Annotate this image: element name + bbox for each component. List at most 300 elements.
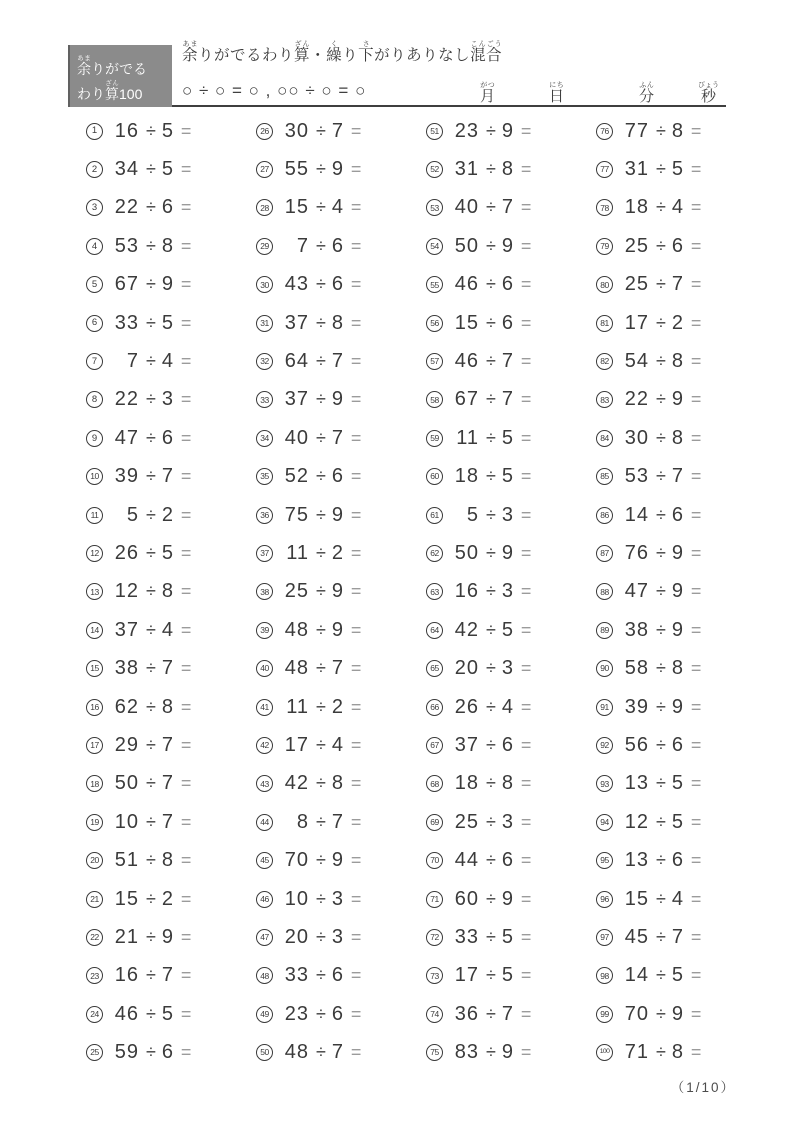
date-time-fields — [68, 45, 726, 105]
dividend-value: 50 — [454, 234, 479, 257]
divisor-value: 9 — [501, 234, 513, 257]
divisor-value: 6 — [501, 849, 513, 872]
problem-number-badge: 99 — [596, 1006, 613, 1023]
problem-item — [596, 649, 766, 687]
equals-sign: = — [350, 811, 362, 832]
dividend-value: 10 — [114, 810, 139, 833]
division-sign: ÷ — [146, 427, 156, 448]
divisor-value: 6 — [161, 1041, 173, 1064]
divisor-value: 7 — [331, 426, 343, 449]
problem-item — [596, 573, 766, 611]
dividend-value: 15 — [454, 311, 479, 334]
equals-sign: = — [350, 926, 362, 947]
equals-sign: = — [350, 581, 362, 602]
dividend-value: 16 — [454, 580, 479, 603]
problem-number-badge: 55 — [426, 276, 443, 293]
problem-number-badge: 39 — [256, 622, 273, 639]
problem-number-badge: 81 — [596, 315, 613, 332]
equals-sign: = — [350, 658, 362, 679]
divisor-value: 9 — [671, 695, 683, 718]
division-sign: ÷ — [486, 696, 496, 717]
divisor-value: 4 — [331, 196, 343, 219]
problem-number-badge: 40 — [256, 660, 273, 677]
divisor-value: 5 — [161, 158, 173, 181]
divisor-value: 5 — [501, 618, 513, 641]
problem-number-badge: 48 — [256, 967, 273, 984]
division-sign: ÷ — [316, 427, 326, 448]
division-sign: ÷ — [146, 312, 156, 333]
dividend-value: 18 — [454, 772, 479, 795]
problem-number-badge: 98 — [596, 967, 613, 984]
division-sign: ÷ — [316, 389, 326, 410]
equals-sign: = — [350, 351, 362, 372]
problem-number-badge: 50 — [256, 1044, 273, 1061]
division-sign: ÷ — [316, 504, 326, 525]
problem-item — [86, 803, 256, 841]
equals-sign: = — [520, 427, 532, 448]
equals-sign: = — [690, 965, 702, 986]
problem-item — [596, 496, 766, 534]
problem-item — [256, 266, 426, 304]
problem-item — [596, 381, 766, 419]
equals-sign: = — [520, 504, 532, 525]
dividend-value: 50 — [114, 772, 139, 795]
dividend-value: 47 — [114, 426, 139, 449]
problem-number-badge: 17 — [86, 737, 103, 754]
divisor-value: 9 — [331, 158, 343, 181]
equals-sign: = — [350, 159, 362, 180]
equals-sign: = — [690, 351, 702, 372]
equals-sign: = — [180, 1042, 192, 1063]
date-field-分: 分ふん — [639, 82, 655, 105]
equals-sign: = — [520, 811, 532, 832]
problem-number-badge: 95 — [596, 852, 613, 869]
divisor-value: 9 — [161, 273, 173, 296]
problem-item — [86, 765, 256, 803]
division-sign: ÷ — [486, 351, 496, 372]
equals-sign: = — [520, 312, 532, 333]
dividend-value: 18 — [454, 465, 479, 488]
dividend-value: 31 — [624, 158, 649, 181]
equals-sign: = — [350, 389, 362, 410]
division-sign: ÷ — [656, 619, 666, 640]
divisor-value: 7 — [161, 964, 173, 987]
problem-item — [256, 918, 426, 956]
problem-number-badge: 32 — [256, 353, 273, 370]
equals-sign: = — [690, 1042, 702, 1063]
division-sign: ÷ — [146, 658, 156, 679]
problem-number-badge: 71 — [426, 891, 443, 908]
equals-sign: = — [690, 466, 702, 487]
division-sign: ÷ — [316, 1042, 326, 1063]
problem-number-badge: 3 — [86, 199, 103, 216]
problem-item — [86, 342, 256, 380]
problem-item — [256, 496, 426, 534]
problem-number-badge: 13 — [86, 583, 103, 600]
problem-item — [596, 150, 766, 188]
division-sign: ÷ — [146, 120, 156, 141]
equals-sign: = — [180, 696, 192, 717]
problem-number-badge: 29 — [256, 238, 273, 255]
divisor-value: 3 — [501, 657, 513, 680]
problem-number-badge: 96 — [596, 891, 613, 908]
problem-item — [596, 227, 766, 265]
dividend-value: 14 — [624, 503, 649, 526]
division-sign: ÷ — [486, 658, 496, 679]
equals-sign: = — [180, 235, 192, 256]
equals-sign: = — [520, 850, 532, 871]
problem-item — [426, 150, 596, 188]
problem-number-badge: 44 — [256, 814, 273, 831]
problem-item — [256, 995, 426, 1033]
dividend-value: 12 — [624, 810, 649, 833]
problem-item — [86, 266, 256, 304]
divisor-value: 7 — [161, 772, 173, 795]
division-sign: ÷ — [656, 235, 666, 256]
divisor-value: 5 — [671, 772, 683, 795]
problem-number-badge: 74 — [426, 1006, 443, 1023]
divisor-value: 7 — [161, 810, 173, 833]
problem-item — [426, 573, 596, 611]
division-sign: ÷ — [486, 811, 496, 832]
divisor-value: 8 — [161, 695, 173, 718]
division-sign: ÷ — [146, 773, 156, 794]
equals-sign: = — [520, 159, 532, 180]
problem-item — [86, 1033, 256, 1071]
dividend-value: 40 — [284, 426, 309, 449]
problem-number-badge: 38 — [256, 583, 273, 600]
problem-item — [86, 304, 256, 342]
equals-sign: = — [520, 658, 532, 679]
problem-number-badge: 30 — [256, 276, 273, 293]
problem-item — [86, 841, 256, 879]
equals-sign: = — [350, 312, 362, 333]
division-sign: ÷ — [146, 235, 156, 256]
dividend-value: 11 — [286, 541, 309, 564]
problem-item — [86, 381, 256, 419]
problem-number-badge: 2 — [86, 161, 103, 178]
problem-number-badge: 60 — [426, 468, 443, 485]
dividend-value: 83 — [454, 1041, 479, 1064]
dividend-value: 11 — [286, 695, 309, 718]
problem-item — [426, 995, 596, 1033]
divisor-value: 9 — [671, 1002, 683, 1025]
dividend-value: 11 — [456, 426, 479, 449]
problem-item — [256, 304, 426, 342]
division-sign: ÷ — [316, 120, 326, 141]
equals-sign: = — [520, 389, 532, 410]
problem-number-badge: 70 — [426, 852, 443, 869]
division-sign: ÷ — [146, 504, 156, 525]
date-field-秒: 秒びょう — [698, 82, 719, 105]
dividend-value: 70 — [624, 1002, 649, 1025]
problem-item — [256, 381, 426, 419]
division-sign: ÷ — [316, 581, 326, 602]
dividend-value: 16 — [114, 964, 139, 987]
divisor-value: 6 — [501, 733, 513, 756]
worksheet-header — [68, 41, 726, 107]
problem-item — [86, 112, 256, 150]
equals-sign: = — [690, 159, 702, 180]
equals-sign: = — [180, 773, 192, 794]
problem-number-badge: 79 — [596, 238, 613, 255]
problem-item — [426, 381, 596, 419]
divisor-value: 7 — [501, 1002, 513, 1025]
divisor-value: 7 — [501, 196, 513, 219]
division-sign: ÷ — [486, 159, 496, 180]
division-sign: ÷ — [316, 542, 326, 563]
dividend-value: 13 — [624, 849, 649, 872]
problem-number-badge: 72 — [426, 929, 443, 946]
division-sign: ÷ — [146, 811, 156, 832]
divisor-value: 7 — [161, 733, 173, 756]
dividend-value: 42 — [284, 772, 309, 795]
division-sign: ÷ — [316, 351, 326, 372]
dividend-value: 55 — [284, 158, 309, 181]
dividend-value: 29 — [114, 733, 139, 756]
equals-sign: = — [180, 197, 192, 218]
equation-pattern: ○ ÷ ○ = ○ , ○○ ÷ ○ = ○ — [182, 81, 367, 100]
division-sign: ÷ — [656, 773, 666, 794]
dividend-value: 46 — [454, 350, 479, 373]
problem-item — [256, 957, 426, 995]
division-sign: ÷ — [656, 696, 666, 717]
problem-number-badge: 65 — [426, 660, 443, 677]
equals-sign: = — [520, 965, 532, 986]
dividend-value: 54 — [624, 350, 649, 373]
divisor-value: 6 — [331, 273, 343, 296]
problem-item — [256, 534, 426, 572]
problem-item — [256, 1033, 426, 1071]
problem-item — [86, 611, 256, 649]
divisor-value: 8 — [671, 1041, 683, 1064]
dividend-value: 31 — [454, 158, 479, 181]
dividend-value: 20 — [284, 925, 309, 948]
equals-sign: = — [350, 120, 362, 141]
problem-number-badge: 73 — [426, 967, 443, 984]
dividend-value: 33 — [454, 925, 479, 948]
problem-number-badge: 91 — [596, 699, 613, 716]
divisor-value: 2 — [671, 311, 683, 334]
dividend-value: 15 — [624, 887, 649, 910]
equals-sign: = — [690, 888, 702, 909]
problem-item — [256, 880, 426, 918]
equals-sign: = — [520, 926, 532, 947]
problem-number-badge: 61 — [426, 507, 443, 524]
problem-number-badge: 46 — [256, 891, 273, 908]
divisor-value: 9 — [671, 541, 683, 564]
problem-item — [256, 150, 426, 188]
problem-number-badge: 20 — [86, 852, 103, 869]
date-field-日: 日にち — [549, 82, 565, 105]
problem-number-badge: 47 — [256, 929, 273, 946]
divisor-value: 7 — [331, 657, 343, 680]
divisor-value: 5 — [161, 1002, 173, 1025]
problem-number-badge: 23 — [86, 967, 103, 984]
dividend-value: 40 — [454, 196, 479, 219]
divisor-value: 8 — [331, 311, 343, 334]
divisor-value: 3 — [331, 925, 343, 948]
equals-sign: = — [520, 274, 532, 295]
dividend-value: 53 — [114, 234, 139, 257]
dividend-value: 48 — [284, 1041, 309, 1064]
problem-number-badge: 11 — [86, 507, 103, 524]
equals-sign: = — [690, 811, 702, 832]
dividend-value: 30 — [624, 426, 649, 449]
dividend-value: 42 — [454, 618, 479, 641]
equals-sign: = — [180, 466, 192, 487]
divisor-value: 6 — [671, 849, 683, 872]
problem-item — [256, 227, 426, 265]
dividend-value: 71 — [624, 1041, 649, 1064]
problem-number-badge: 58 — [426, 391, 443, 408]
divisor-value: 2 — [331, 541, 343, 564]
problem-item — [86, 496, 256, 534]
division-sign: ÷ — [656, 581, 666, 602]
divisor-value: 9 — [331, 618, 343, 641]
divisor-value: 6 — [501, 311, 513, 334]
problem-number-badge: 10 — [86, 468, 103, 485]
equals-sign: = — [180, 120, 192, 141]
equals-sign: = — [350, 504, 362, 525]
equals-sign: = — [350, 274, 362, 295]
problem-item — [256, 765, 426, 803]
dividend-value: 25 — [624, 234, 649, 257]
division-sign: ÷ — [656, 159, 666, 180]
problem-number-badge: 24 — [86, 1006, 103, 1023]
dividend-value: 64 — [284, 350, 309, 373]
equals-sign: = — [180, 159, 192, 180]
divisor-value: 9 — [331, 503, 343, 526]
dividend-value: 7 — [126, 350, 139, 373]
problem-item — [426, 765, 596, 803]
divisor-value: 5 — [501, 426, 513, 449]
problem-number-badge: 18 — [86, 775, 103, 792]
equals-sign: = — [180, 734, 192, 755]
divisor-value: 4 — [671, 196, 683, 219]
title-box-line2: わり算ざん100 — [77, 80, 143, 102]
equals-sign: = — [690, 926, 702, 947]
problem-item — [426, 458, 596, 496]
problem-item — [256, 841, 426, 879]
dividend-value: 25 — [284, 580, 309, 603]
equals-sign: = — [180, 312, 192, 333]
equals-sign: = — [180, 427, 192, 448]
problem-number-badge: 19 — [86, 814, 103, 831]
equals-sign: = — [520, 466, 532, 487]
problem-item — [596, 458, 766, 496]
dividend-value: 25 — [624, 273, 649, 296]
divisor-value: 9 — [501, 541, 513, 564]
problem-number-badge: 69 — [426, 814, 443, 831]
dividend-value: 17 — [624, 311, 649, 334]
divisor-value: 9 — [671, 580, 683, 603]
problem-item — [256, 803, 426, 841]
equals-sign: = — [350, 427, 362, 448]
divisor-value: 9 — [331, 580, 343, 603]
problem-number-badge: 83 — [596, 391, 613, 408]
division-sign: ÷ — [486, 773, 496, 794]
division-sign: ÷ — [486, 504, 496, 525]
divisor-value: 8 — [331, 772, 343, 795]
dividend-value: 21 — [114, 925, 139, 948]
problem-number-badge: 89 — [596, 622, 613, 639]
divisor-value: 6 — [671, 733, 683, 756]
page-number: （1/10） — [670, 1080, 736, 1095]
division-sign: ÷ — [146, 888, 156, 909]
problem-item — [426, 189, 596, 227]
division-sign: ÷ — [146, 926, 156, 947]
divisor-value: 6 — [161, 426, 173, 449]
divisor-value: 6 — [331, 465, 343, 488]
problem-item — [256, 189, 426, 227]
problem-item — [86, 688, 256, 726]
divisor-value: 7 — [331, 1041, 343, 1064]
divisor-value: 2 — [161, 887, 173, 910]
division-sign: ÷ — [316, 926, 326, 947]
equals-sign: = — [180, 926, 192, 947]
dividend-value: 20 — [454, 657, 479, 680]
divisor-value: 5 — [671, 964, 683, 987]
division-sign: ÷ — [656, 466, 666, 487]
dividend-value: 45 — [624, 925, 649, 948]
problem-item — [426, 841, 596, 879]
divisor-value: 7 — [671, 273, 683, 296]
problem-number-badge: 93 — [596, 775, 613, 792]
problem-number-badge: 68 — [426, 775, 443, 792]
equals-sign: = — [520, 619, 532, 640]
equals-sign: = — [180, 581, 192, 602]
equals-sign: = — [180, 542, 192, 563]
dividend-value: 33 — [284, 964, 309, 987]
dividend-value: 34 — [114, 158, 139, 181]
equals-sign: = — [690, 850, 702, 871]
dividend-value: 43 — [284, 273, 309, 296]
equals-sign: = — [350, 619, 362, 640]
equals-sign: = — [690, 619, 702, 640]
equals-sign: = — [690, 274, 702, 295]
dividend-value: 8 — [296, 810, 309, 833]
division-sign: ÷ — [656, 312, 666, 333]
dividend-value: 48 — [284, 657, 309, 680]
problem-item — [426, 918, 596, 956]
divisor-value: 7 — [161, 465, 173, 488]
divisor-value: 9 — [501, 1041, 513, 1064]
equals-sign: = — [350, 542, 362, 563]
equals-sign: = — [520, 120, 532, 141]
division-sign: ÷ — [486, 389, 496, 410]
division-sign: ÷ — [146, 965, 156, 986]
equals-sign: = — [520, 197, 532, 218]
dividend-value: 22 — [114, 196, 139, 219]
divisor-value: 5 — [161, 119, 173, 142]
equals-sign: = — [350, 466, 362, 487]
dividend-value: 22 — [624, 388, 649, 411]
problem-item — [596, 765, 766, 803]
problem-item — [256, 458, 426, 496]
problem-number-badge: 45 — [256, 852, 273, 869]
dividend-value: 25 — [454, 810, 479, 833]
dividend-value: 15 — [114, 887, 139, 910]
equals-sign: = — [180, 850, 192, 871]
division-sign: ÷ — [486, 888, 496, 909]
divisor-value: 8 — [161, 234, 173, 257]
equals-sign: = — [690, 581, 702, 602]
problem-item — [426, 342, 596, 380]
problem-number-badge: 42 — [256, 737, 273, 754]
problem-item — [596, 880, 766, 918]
problem-number-badge: 9 — [86, 430, 103, 447]
